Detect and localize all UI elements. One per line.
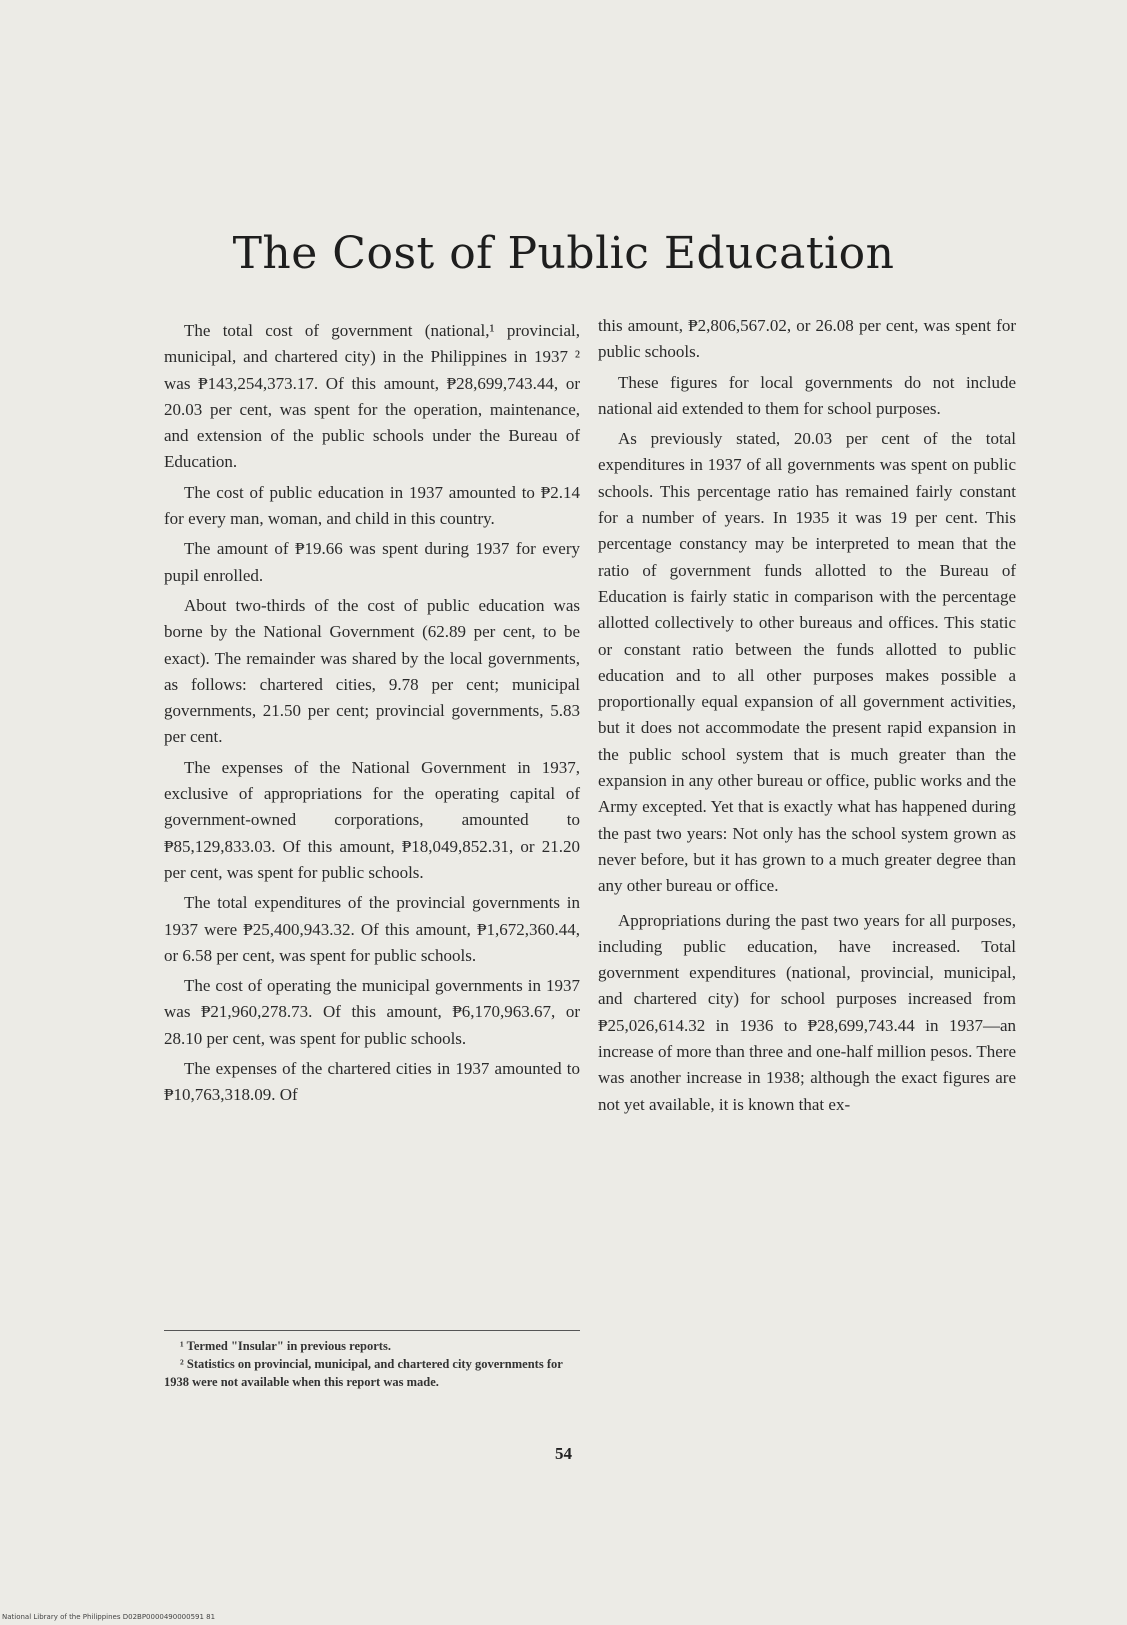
paragraph: The amount of ₱19.66 was spent during 1937 for every pupil enrolled. (164, 539, 580, 585)
paragraph: About two-thirds of the cost of public education was borne by the National Government (62.89 per cent, to be exact). The remainder was shared by the local governments, as follows: chartered cities, 9.78 per cent; municipal governments, 21.50 per cent; provincial governments, 5.83 per cent. (164, 595, 580, 747)
paragraph: The cost of public education in 1937 amounted to ₱2.14 for every man, woman, and child in this country. (164, 482, 580, 529)
right-column (598, 313, 1016, 1122)
paragraph: Appropriations during the past two years for all purposes, including public education, have increased. Total government expenditures (national, provincial, municipal, and chartered city) for school purposes increased from ₱25,026,614.32 in 1936 to ₱28,699,743.44 in 1937—an increase of more than three and one-half million pesos. There was another increase in 1938; although the exact figures are not yet available, it is known that ex- (598, 910, 1016, 1114)
footnotes (164, 1330, 580, 1391)
left-column (164, 318, 580, 1113)
paragraph: The expenses of the chartered cities in 1937 amounted to ₱10,763,318.09. Of (164, 1059, 580, 1105)
page-number: 54 (555, 1444, 572, 1463)
paragraph: The total expenditures of the provincial governments in 1937 were ₱25,400,943.32. Of this amount, ₱1,672,360.44, or 6.58 per cent, was spent for public schools. (164, 893, 580, 965)
paragraph: The expenses of the National Government in 1937, exclusive of appropriations for the operating capital of government-owned corporations, amounted to ₱85,129,833.03. Of this amount, ₱18,049,852.31, or 21.20 per cent, was spent for public schools. (164, 757, 580, 882)
footnote: ² Statistics on provincial, municipal, and chartered city governments for 1938 were not available when this report was made. (164, 1357, 563, 1389)
page-title: The Cost of Public Education (232, 228, 895, 279)
footnote: ¹ Termed "Insular" in previous reports. (180, 1339, 391, 1353)
paragraph: The total cost of government (national,¹ provincial, municipal, and chartered city) in the Philippines in 1937 ² was ₱143,254,373.17. Of this amount, ₱28,699,743.44, or 20.03 per cent, was spent for the operation, maintenance, and extension of the public schools under the Bureau of Education. (164, 321, 580, 472)
library-imprint: National Library of the Philippines D02BP0000490000591 81 (2, 1613, 216, 1621)
paragraph: As previously stated, 20.03 per cent of the total expenditures in 1937 of all governments was spent on public schools. This percentage ratio has remained fairly constant for a number of years. In 1935 it was 19 per cent. This percentage constancy may be interpreted to mean that the ratio of government funds allotted to the Bureau of Education is fairly static in comparison with the percentage allotted collectively to other bureaus and offices. This static or constant ratio between the funds allotted to public education and to all other purposes makes possible a proportionally equal expansion of all government activities, but it does not accommodate the present rapid expansion in the public school system that is much greater than the expansion in any other bureau or office, public works and the Army excepted. Yet that is exactly what has happened during the past two years: Not only has the school system grown as never before, but it has grown to a much greater degree than any other bureau or office. (598, 429, 1016, 896)
paragraph: The cost of operating the municipal governments in 1937 was ₱21,960,278.73. Of this amount, ₱6,170,963.67, or 28.10 per cent, was spent for public schools. (164, 976, 580, 1048)
paragraph: These figures for local governments do not include national aid extended to them for school purposes. (598, 372, 1016, 418)
paragraph: this amount, ₱2,806,567.02, or 26.08 per cent, was spent for public schools. (598, 316, 1016, 362)
